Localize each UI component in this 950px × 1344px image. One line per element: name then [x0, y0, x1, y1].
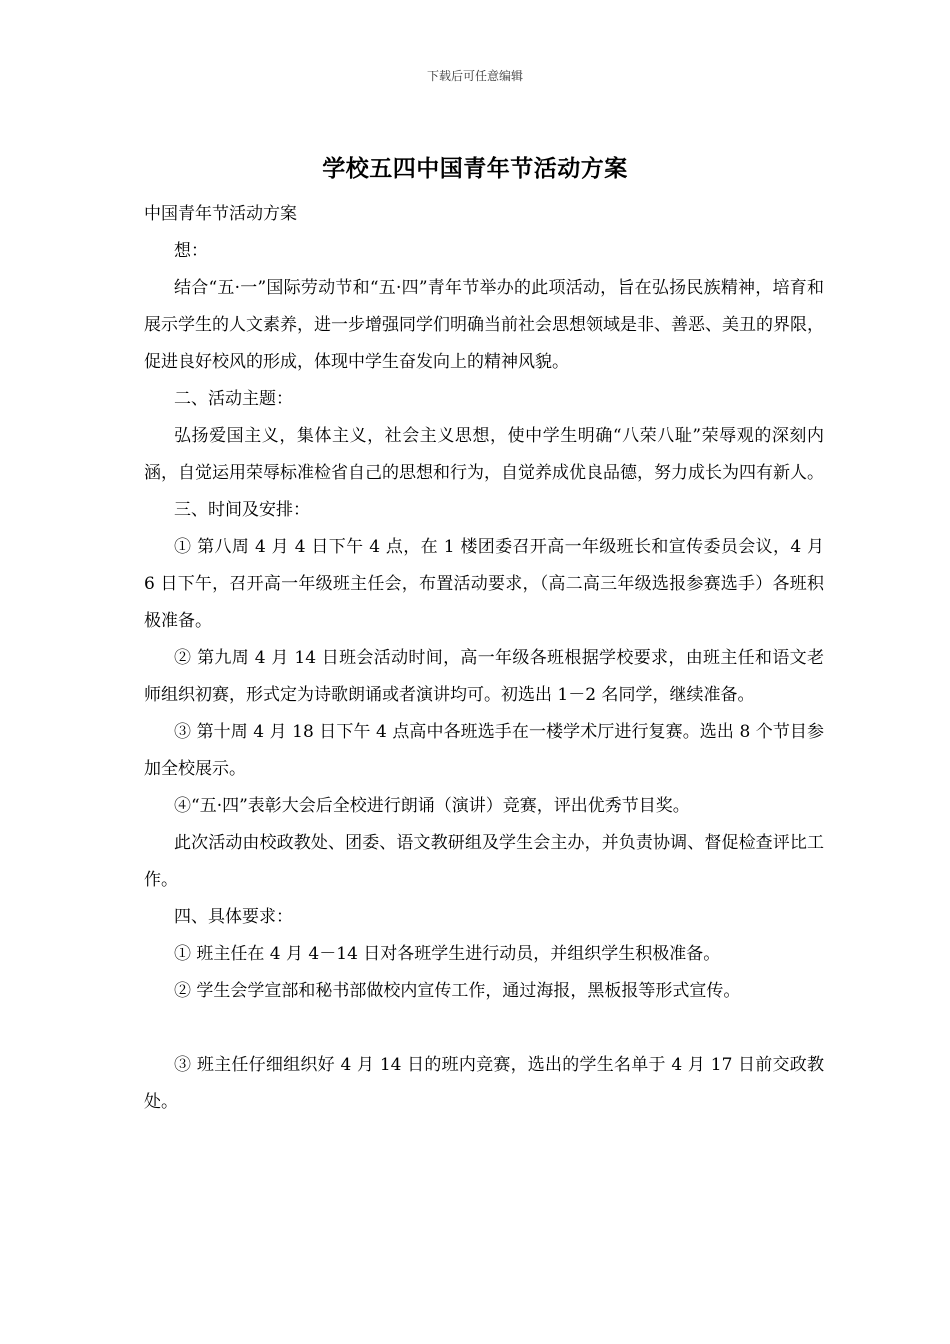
paragraph-theme: 弘扬爱国主义，集体主义，社会主义思想，使中学生明确“八荣八耻”荣辱观的深刻内涵，自觉运用荣辱标准检省自己的思想和行为，自觉养成优良品德，努力成长为四有新人。 — [144, 426, 824, 483]
document-title: 学校五四中国青年节活动方案 — [322, 155, 628, 182]
paragraph-purpose: 结合“五·一”国际劳动节和“五·四”青年节举办的此项活动，旨在弘扬民族精神，培育和展示学生的人文素养，进一步增强同学们明确当前社会思想领域是非、善恶、美丑的界限，促进良好校风的形成，体现中学生奋发向上的精神风貌。 — [144, 278, 824, 372]
paragraph-schedule-4: ④“五·四”表彰大会后全校进行朗诵（演讲）竞赛，评出优秀节目奖。 — [174, 796, 690, 816]
document-body — [144, 196, 824, 1121]
paragraph-requirement-1: ① 班主任在 4 月 4－14 日对各班学生进行动员，并组织学生积极准备。 — [174, 944, 721, 964]
paragraph-requirement-2: ② 学生会学宣部和秘书部做校内宣传工作，通过海报，黑板报等形式宣传。 — [174, 981, 741, 1001]
paragraph-heading-3: 三、时间及安排： — [174, 500, 310, 520]
paragraph-schedule-1: ① 第八周 4 月 4 日下午 4 点，在 1 楼团委召开高一年级班长和宣传委员会议，4 月 6 日下午，召开高一年级班主任会，布置活动要求，（高二高三年级选报参赛选手）各班积极准备。 — [144, 537, 824, 631]
paragraph-schedule-2: ② 第九周 4 月 14 日班会活动时间，高一年级各班根据学校要求，由班主任和语文老师组织初赛，形式定为诗歌朗诵或者演讲均可。初选出 1－2 名同学，继续准备。 — [144, 648, 824, 705]
paragraph-heading-2: 二、活动主题： — [174, 389, 293, 409]
blank-line — [144, 1010, 824, 1047]
paragraph-heading-1: 想： — [174, 241, 208, 261]
paragraph-schedule-3: ③ 第十周 4 月 18 日下午 4 点高中各班选手在一楼学术厅进行复赛。选出 8 个节目参加全校展示。 — [144, 722, 824, 779]
paragraph-requirement-3: ③ 班主任仔细组织好 4 月 14 日的班内竞赛，选出的学生名单于 4 月 17 日前交政教处。 — [144, 1055, 824, 1112]
paragraph-heading-4: 四、具体要求： — [174, 907, 293, 927]
paragraph-subtitle: 中国青年节活动方案 — [144, 204, 297, 224]
paragraph-organizers: 此次活动由校政教处、团委、语文教研组及学生会主办，并负责协调、督促检查评比工作。 — [144, 833, 824, 890]
page-header: 下载后可任意编辑 — [426, 69, 523, 83]
